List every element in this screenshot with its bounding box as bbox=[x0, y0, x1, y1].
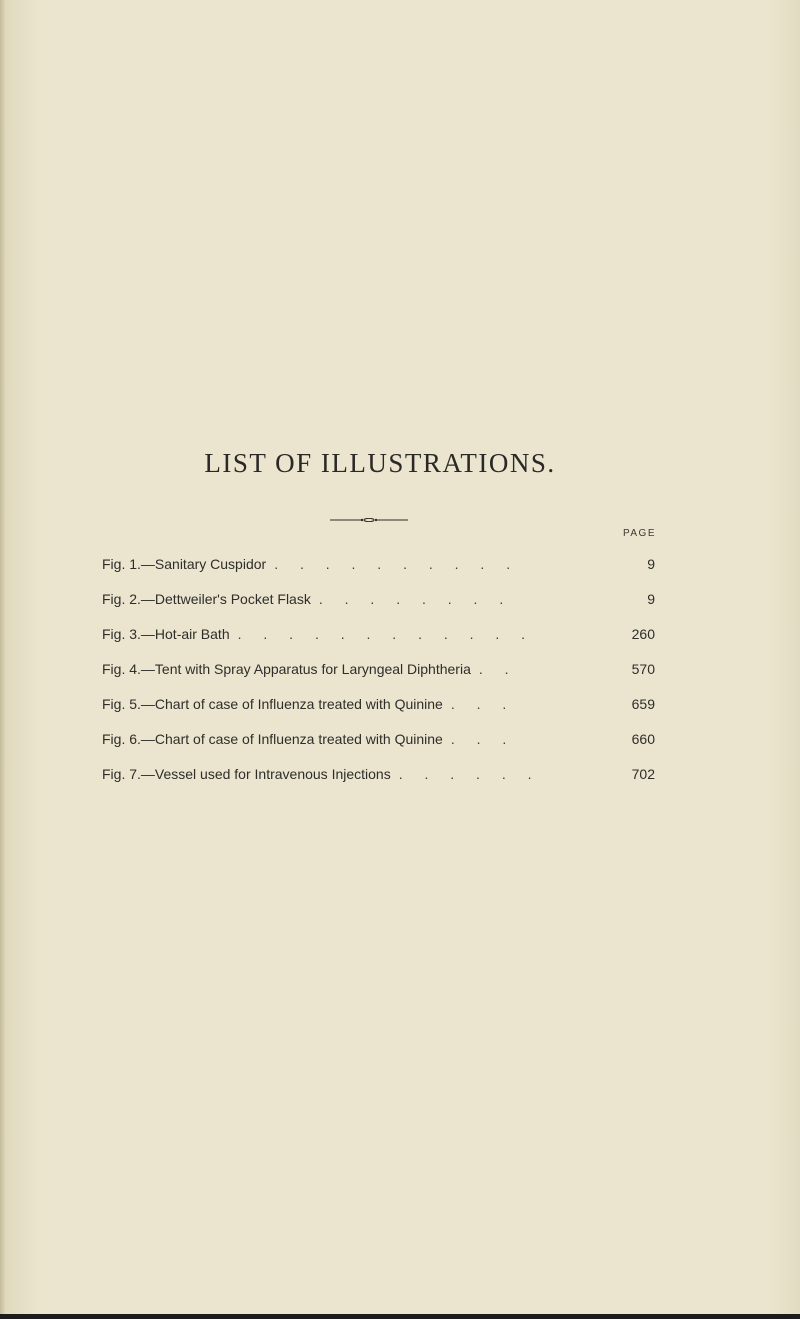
illustrations-list bbox=[102, 556, 655, 801]
entry-page-number: 659 bbox=[631, 696, 655, 712]
entry-page-number: 9 bbox=[647, 556, 655, 572]
entry-label: Fig. 7.—Vessel used for Intravenous Injections bbox=[102, 766, 391, 782]
page-spine-shadow bbox=[0, 0, 6, 1319]
entry-page-number: 660 bbox=[631, 731, 655, 747]
scan-bottom-edge bbox=[0, 1314, 800, 1319]
dot-leader: . . . bbox=[450, 696, 516, 712]
page-column-header: PAGE bbox=[622, 528, 656, 539]
entry-label: Fig. 5.—Chart of case of Influenza treated with Quinine bbox=[102, 696, 443, 712]
list-item bbox=[102, 696, 655, 731]
page-title: LIST OF ILLUSTRATIONS. bbox=[204, 448, 556, 478]
dot-leader: . . . . . . bbox=[398, 766, 541, 782]
divider-ornament bbox=[330, 518, 408, 522]
list-item bbox=[102, 626, 655, 661]
entry-label: Fig. 1.—Sanitary Cuspidor bbox=[102, 556, 267, 572]
entry-label: Fig. 4.—Tent with Spray Apparatus for Laryngeal Diphtheria bbox=[102, 661, 471, 677]
dot-leader: . . . . . . . . bbox=[318, 591, 513, 607]
dot-leader: . . . . . . . . . . . . bbox=[237, 626, 535, 642]
entry-label: Fig. 3.—Hot-air Bath bbox=[102, 626, 230, 642]
list-item bbox=[102, 661, 655, 696]
dot-leader: . . bbox=[478, 661, 518, 677]
list-item bbox=[102, 556, 655, 591]
list-item bbox=[102, 591, 655, 626]
list-item bbox=[102, 731, 655, 766]
entry-label: Fig. 6.—Chart of case of Influenza treated with Quinine bbox=[102, 731, 443, 747]
entry-page-number: 260 bbox=[631, 626, 655, 642]
dot-leader: . . . bbox=[450, 731, 516, 747]
entry-page-number: 570 bbox=[631, 661, 655, 677]
entry-page-number: 9 bbox=[647, 591, 655, 607]
entry-label: Fig. 2.—Dettweiler's Pocket Flask bbox=[102, 591, 311, 607]
dot-leader: . . . . . . . . . . bbox=[274, 556, 520, 572]
entry-page-number: 702 bbox=[631, 766, 655, 782]
list-item bbox=[102, 766, 655, 801]
